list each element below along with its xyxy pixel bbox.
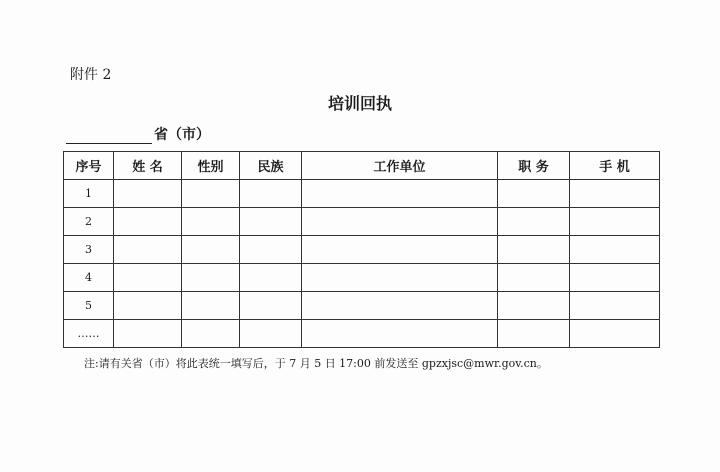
- workplace-cell[interactable]: [302, 236, 498, 264]
- province-label: 省（市）: [154, 127, 210, 143]
- header-position: 职 务: [498, 152, 570, 180]
- name-cell[interactable]: [114, 264, 182, 292]
- gender-cell[interactable]: [182, 180, 240, 208]
- mobile-cell[interactable]: [570, 264, 660, 292]
- page-title: 培训回执: [327, 94, 392, 113]
- name-cell[interactable]: [114, 208, 182, 236]
- ethnicity-cell[interactable]: [240, 236, 302, 264]
- ethnicity-cell[interactable]: [240, 264, 302, 292]
- name-cell[interactable]: [114, 236, 182, 264]
- row-number: 3: [64, 236, 114, 264]
- table-row: [64, 320, 660, 348]
- province-field: [66, 124, 210, 144]
- workplace-cell[interactable]: [302, 320, 498, 348]
- mobile-cell[interactable]: [570, 236, 660, 264]
- header-no: 序号: [64, 152, 114, 180]
- registration-table: [63, 151, 660, 348]
- ethnicity-cell[interactable]: [240, 292, 302, 320]
- header-name: 姓 名: [114, 152, 182, 180]
- position-cell[interactable]: [498, 208, 570, 236]
- workplace-cell[interactable]: [302, 264, 498, 292]
- workplace-cell[interactable]: [302, 180, 498, 208]
- gender-cell[interactable]: [182, 208, 240, 236]
- row-number: 4: [64, 264, 114, 292]
- position-cell[interactable]: [498, 180, 570, 208]
- mobile-cell[interactable]: [570, 292, 660, 320]
- table-row: [64, 208, 660, 236]
- position-cell[interactable]: [498, 264, 570, 292]
- table-row: [64, 236, 660, 264]
- gender-cell[interactable]: [182, 320, 240, 348]
- header-gender: 性别: [182, 152, 240, 180]
- ethnicity-cell[interactable]: [240, 320, 302, 348]
- province-blank-line[interactable]: [66, 128, 152, 144]
- header-ethnicity: 民族: [240, 152, 302, 180]
- attachment-label: 附件 2: [70, 67, 112, 83]
- gender-cell[interactable]: [182, 292, 240, 320]
- gender-cell[interactable]: [182, 264, 240, 292]
- header-mobile: 手 机: [570, 152, 660, 180]
- row-number: 5: [64, 292, 114, 320]
- workplace-cell[interactable]: [302, 208, 498, 236]
- workplace-cell[interactable]: [302, 292, 498, 320]
- mobile-cell[interactable]: [570, 320, 660, 348]
- row-number: 2: [64, 208, 114, 236]
- row-number: ……: [64, 320, 114, 348]
- table-header-row: [64, 152, 660, 180]
- name-cell[interactable]: [114, 292, 182, 320]
- name-cell[interactable]: [114, 180, 182, 208]
- header-workplace: 工作单位: [302, 152, 498, 180]
- position-cell[interactable]: [498, 320, 570, 348]
- position-cell[interactable]: [498, 292, 570, 320]
- gender-cell[interactable]: [182, 236, 240, 264]
- position-cell[interactable]: [498, 236, 570, 264]
- name-cell[interactable]: [114, 320, 182, 348]
- ethnicity-cell[interactable]: [240, 180, 302, 208]
- mobile-cell[interactable]: [570, 208, 660, 236]
- submission-note: 注:请有关省（市）将此表统一填写后，于 7 月 5 日 17:00 前发送至 gpzxjsc@mwr.gov.cn。: [84, 357, 548, 370]
- row-number: 1: [64, 180, 114, 208]
- table-row: [64, 180, 660, 208]
- ethnicity-cell[interactable]: [240, 208, 302, 236]
- mobile-cell[interactable]: [570, 180, 660, 208]
- table-row: [64, 264, 660, 292]
- table-row: [64, 292, 660, 320]
